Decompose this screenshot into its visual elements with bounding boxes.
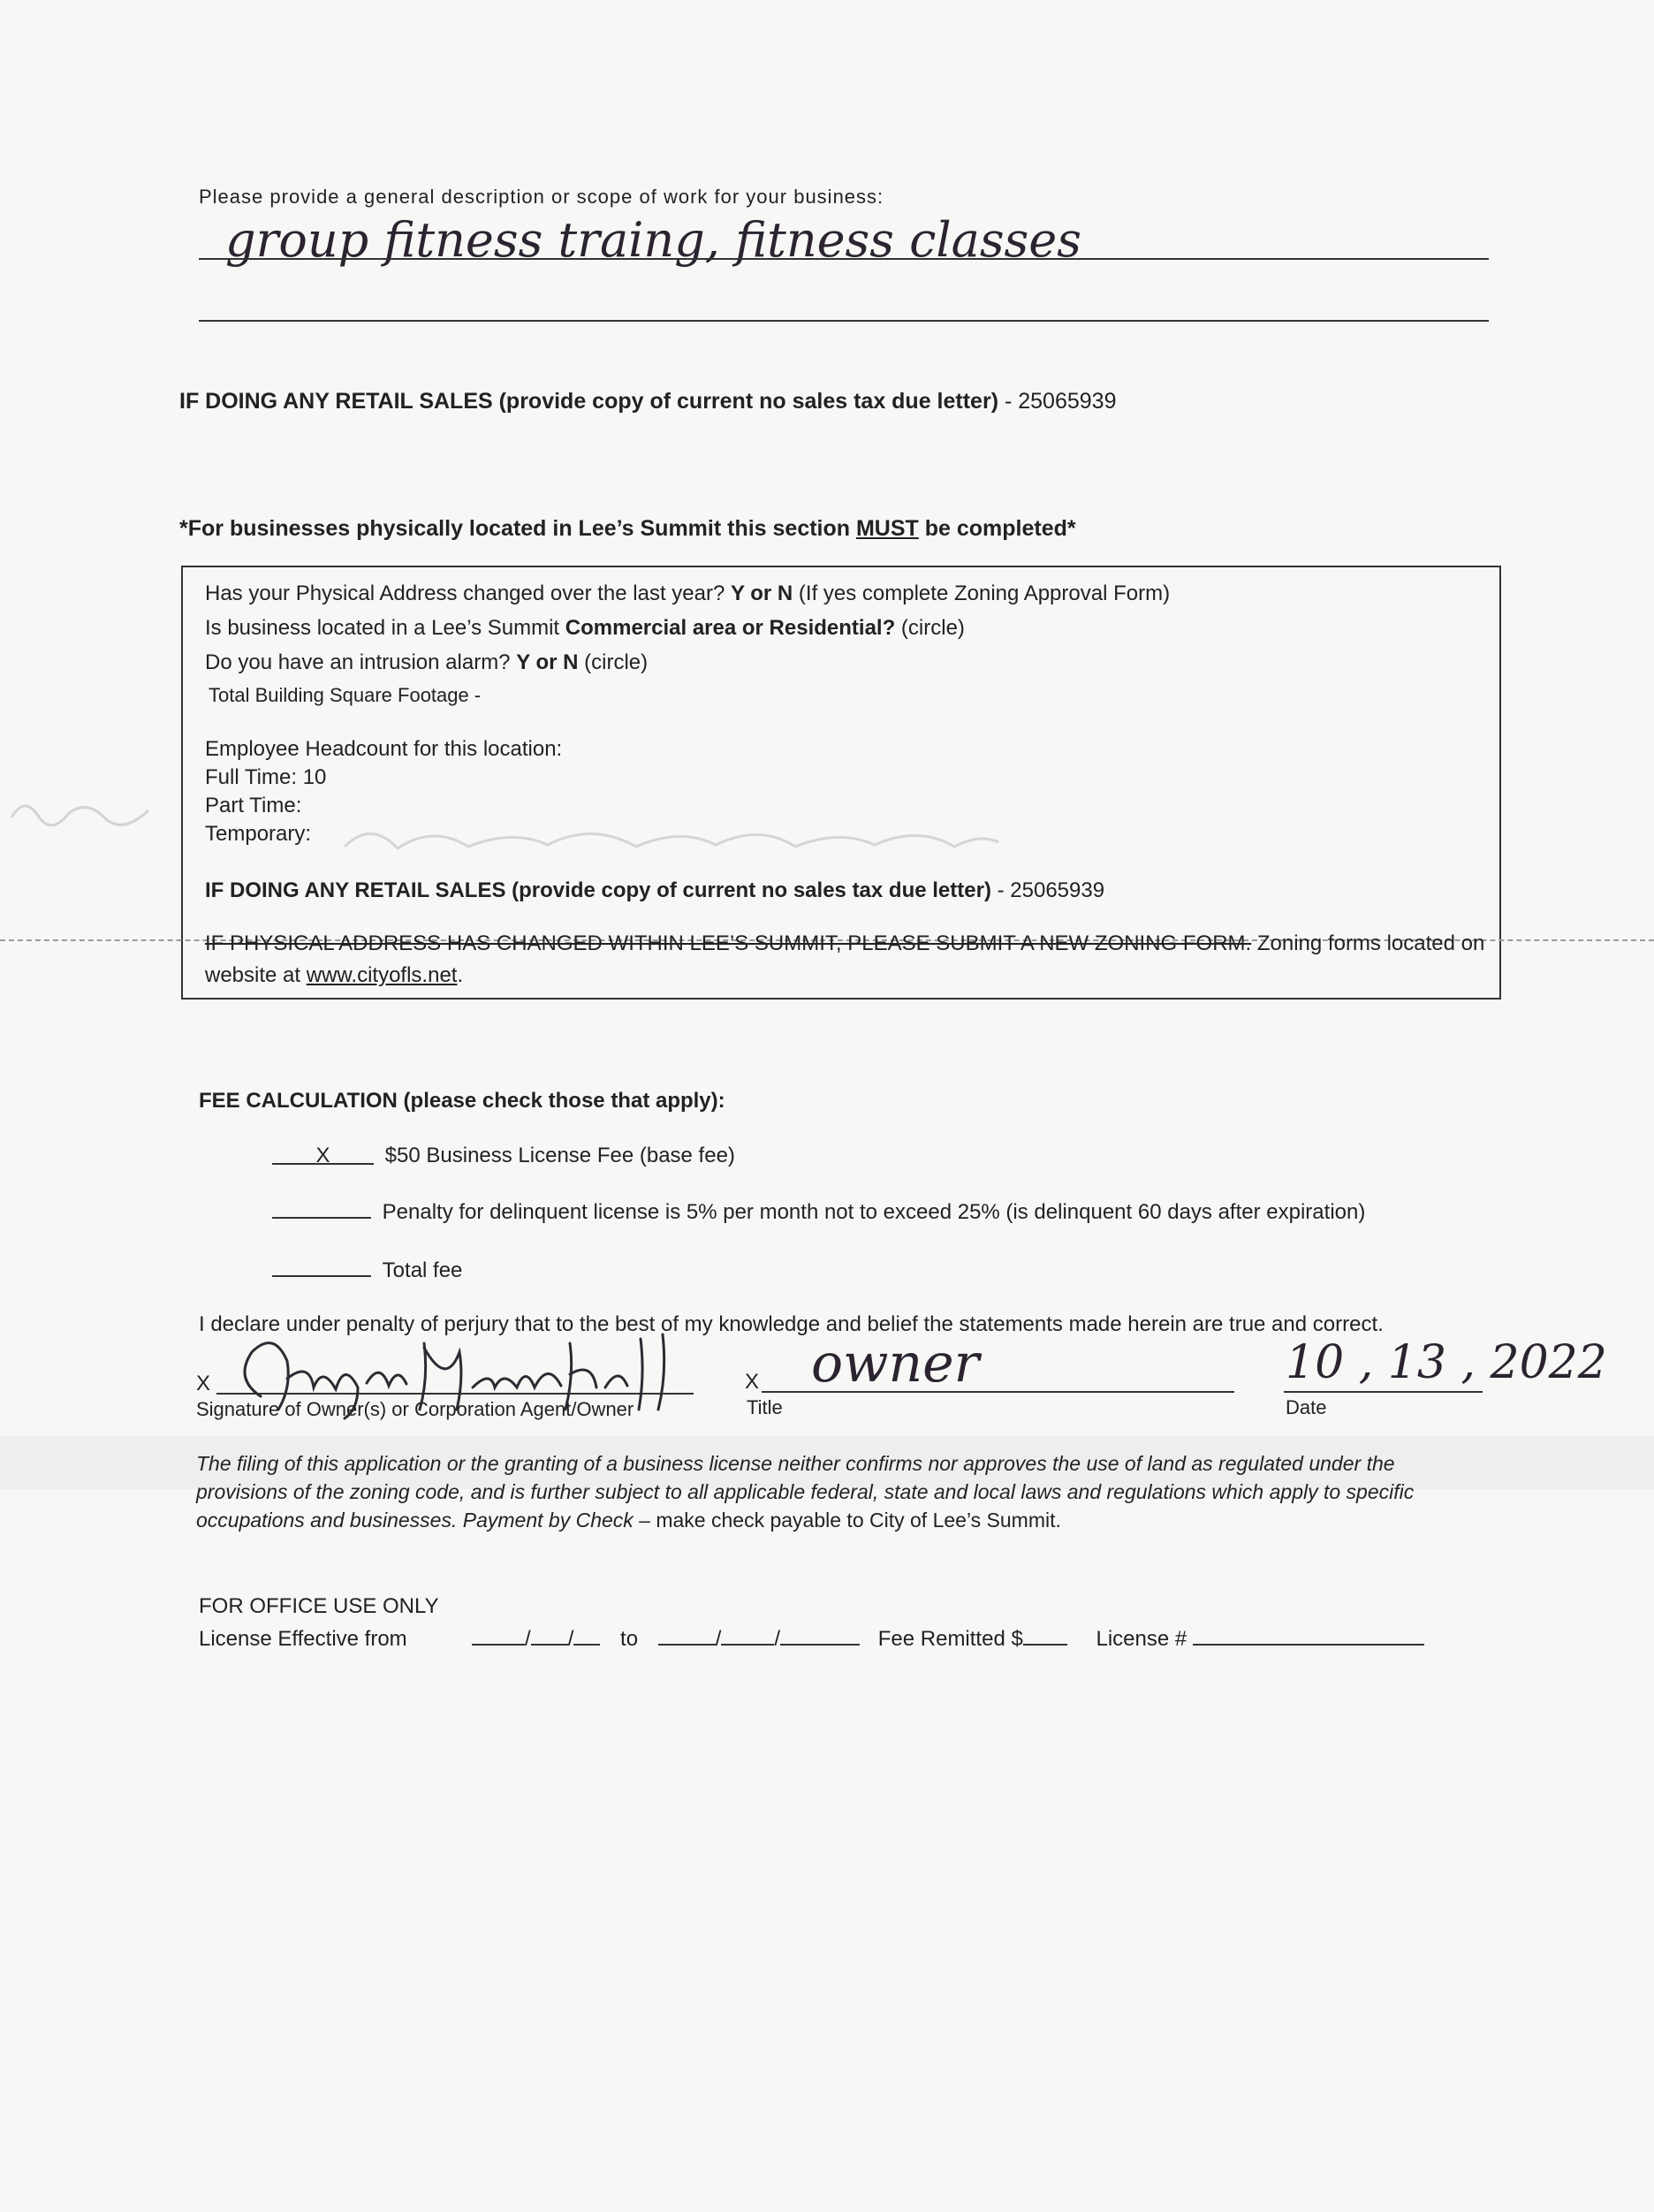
scope-line-1 <box>199 258 1489 260</box>
date-value[interactable]: 10 , 13 , 2022 <box>1286 1336 1607 1389</box>
bleed-through-mark <box>7 791 184 834</box>
full-time-row <box>205 765 326 790</box>
disclaimer <box>196 1449 1477 1534</box>
heading-emphasis: MUST <box>855 516 919 541</box>
from-day[interactable] <box>531 1624 568 1646</box>
heading-text-end: be completed* <box>918 516 1076 541</box>
effective-label: License Effective from <box>199 1627 407 1651</box>
scope-line-2 <box>199 320 1489 322</box>
license-number-blank[interactable] <box>1193 1624 1424 1646</box>
to-year[interactable] <box>780 1624 860 1646</box>
website-row <box>205 963 463 988</box>
scope-prompt: Please provide a general description or scope of work for your business: <box>199 186 884 208</box>
license-number-label: License # <box>1096 1627 1187 1651</box>
question-area <box>205 616 965 641</box>
date-label: Date <box>1286 1396 1327 1418</box>
website-suffix: . <box>457 963 464 987</box>
fee-heading: FEE CALCULATION (please check those that apply): <box>199 1089 725 1113</box>
question-text: Is business located in a Lee’s Summit <box>205 616 565 640</box>
part-time-row <box>205 794 301 818</box>
fee-penalty-row <box>272 1197 1365 1225</box>
bleed-through-signature <box>336 811 1007 869</box>
yes-no-option[interactable]: Y or N <box>516 650 579 674</box>
question-note: (If yes complete Zoning Approval Form) <box>793 582 1171 605</box>
from-year[interactable] <box>573 1624 600 1646</box>
question-alarm <box>205 650 648 675</box>
to-month[interactable] <box>658 1624 716 1646</box>
full-time-label: Full Time: <box>205 765 298 789</box>
question-note: (circle) <box>895 616 965 640</box>
square-footage-label: Total Building Square Footage - <box>209 684 482 706</box>
heading-text: *For businesses physically located in Lee’s Summit this section <box>179 516 856 541</box>
signature-label: Signature of Owner(s) or Corporation Agent/Owner <box>196 1398 634 1420</box>
fee-base-check[interactable]: X <box>272 1144 374 1165</box>
fee-remitted-blank[interactable] <box>1023 1624 1067 1646</box>
title-x: X <box>745 1370 760 1394</box>
retail-sales-row <box>205 878 1104 903</box>
disclaimer-text: The filing of this application or the granting of a business license neither confirms nor approves the use of land as regulated under the provisions of the zoning code, and is further subject to all applicable federal, state and local laws and regulations which apply to specific occupations and businesses. Payment by Check – <box>196 1452 1415 1532</box>
question-text: Has your Physical Address changed over the last year? <box>205 582 731 605</box>
part-time-label: Part Time: <box>205 794 302 817</box>
retail-sales-value: - 25065939 <box>1004 389 1117 414</box>
fee-penalty-check[interactable] <box>272 1197 371 1219</box>
fee-total-blank[interactable] <box>272 1256 371 1277</box>
yes-no-option[interactable]: Y or N <box>730 582 793 605</box>
from-month[interactable] <box>472 1624 525 1646</box>
signature-x: X <box>196 1372 211 1395</box>
date-line <box>1284 1391 1483 1393</box>
to-day[interactable] <box>721 1624 774 1646</box>
fee-total-row <box>272 1256 462 1283</box>
fee-base-row <box>272 1144 735 1168</box>
full-time-value[interactable]: 10 <box>302 765 327 789</box>
question-text: Do you have an intrusion alarm? <box>205 650 517 674</box>
website-prefix: website at <box>205 963 307 987</box>
disclaimer-payment: make check payable to City of Lee’s Summit <box>656 1509 1056 1532</box>
retail-sales-box-value: - 25065939 <box>997 878 1105 902</box>
retail-sales-label: IF DOING ANY RETAIL SALES (provide copy of current no sales tax due letter) <box>179 389 999 414</box>
fee-penalty-label: Penalty for delinquent license is 5% per month not to exceed 25% (is delinquent 60 days after expiration) <box>382 1200 1366 1224</box>
declaration-text: I declare under penalty of perjury that to the best of my knowledge and belief the statements made herein are true and correct. <box>199 1312 1384 1336</box>
headcount-label: Employee Headcount for this location: <box>205 737 563 761</box>
office-use-row: License Effective from / / to / / Fee Remitted $ License # <box>199 1624 1424 1652</box>
disclaimer-end: . <box>1055 1509 1061 1532</box>
temporary-label: Temporary: <box>205 822 312 846</box>
zoning-notice-struck: IF PHYSICAL ADDRESS HAS CHANGED WITHIN LEE’S SUMMIT, PLEASE SUBMIT A NEW ZONING FORM. <box>205 931 1252 955</box>
scope-answer[interactable]: group fitness traing, fitness classes <box>225 212 1081 268</box>
website-link[interactable]: www.cityofls.net <box>306 963 458 987</box>
to-label: to <box>620 1627 639 1651</box>
office-use-heading: FOR OFFICE USE ONLY <box>199 1594 439 1618</box>
fee-total-label: Total fee <box>382 1258 463 1282</box>
zoning-notice-rest: Zoning forms located on <box>1251 931 1485 955</box>
lees-summit-heading <box>179 516 1076 542</box>
question-note: (circle) <box>578 650 649 674</box>
title-value[interactable]: owner <box>811 1333 980 1395</box>
fee-base-label: $50 Business License Fee (base fee) <box>384 1144 735 1167</box>
zoning-notice <box>205 931 1484 956</box>
question-address-changed <box>205 582 1170 606</box>
retail-sales-box-label: IF DOING ANY RETAIL SALES (provide copy of current no sales tax due letter) <box>205 878 991 902</box>
fee-remitted-label: Fee Remitted $ <box>877 1627 1023 1651</box>
retail-sales-note <box>179 389 1116 414</box>
temporary-row <box>205 822 311 847</box>
title-label: Title <box>747 1396 783 1418</box>
area-options[interactable]: Commercial area or Residential? <box>565 616 896 640</box>
